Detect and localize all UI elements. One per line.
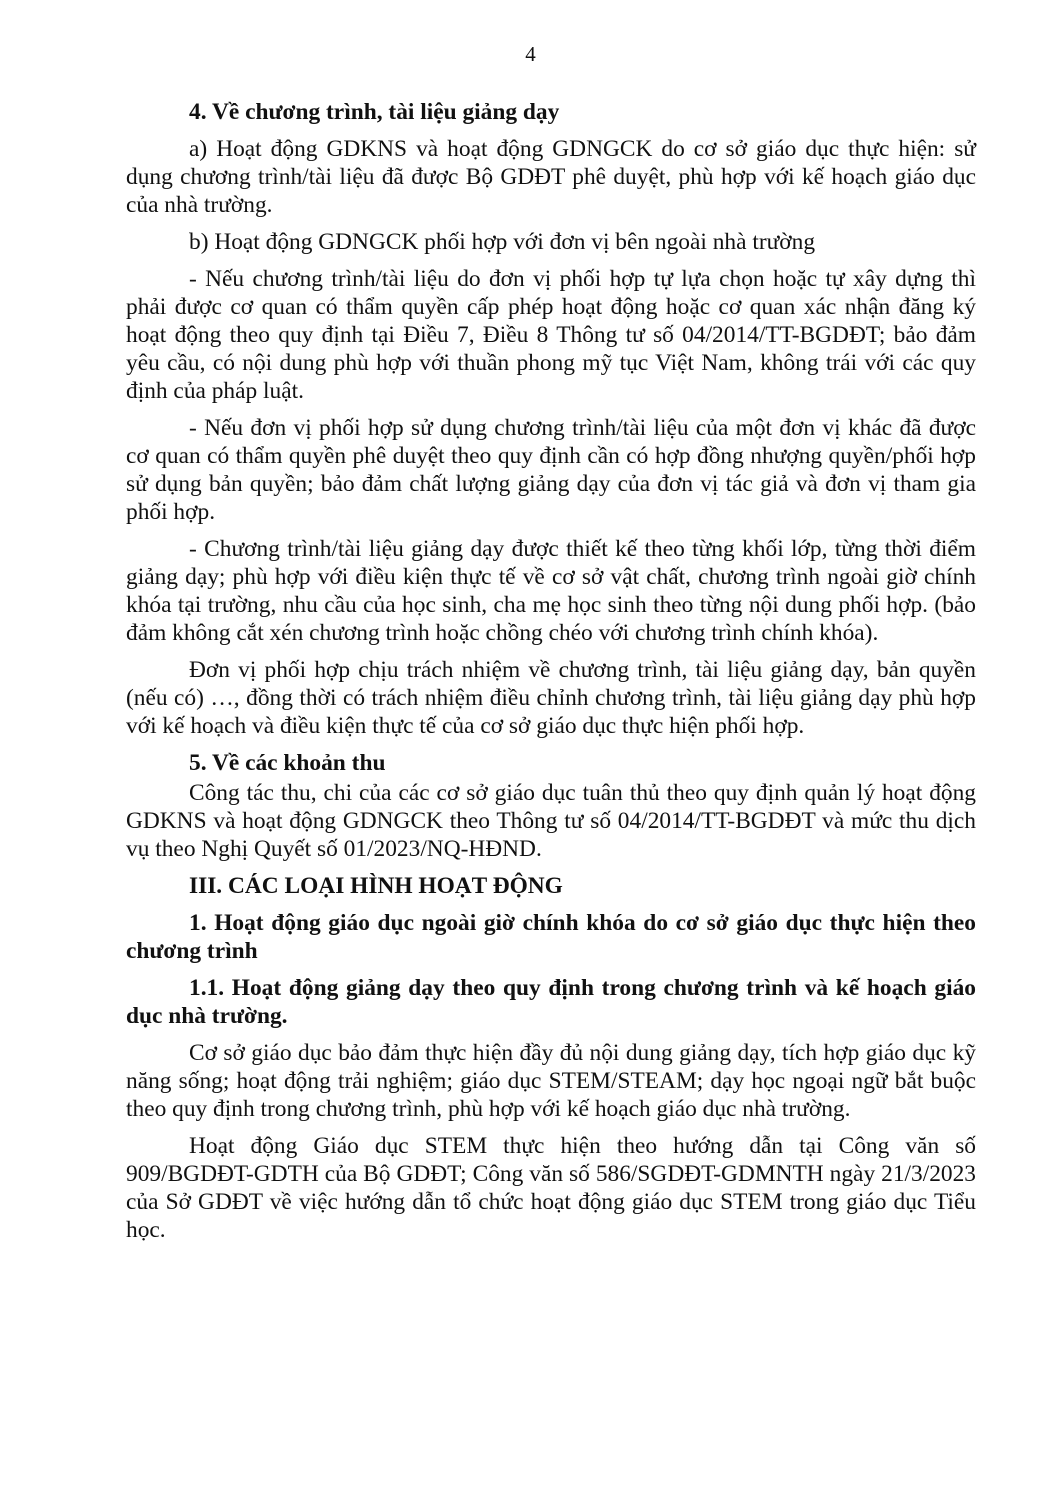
section-iii-1-1-body-1: Cơ sở giáo dục bảo đảm thực hiện đầy đủ nội dung giảng dạy, tích hợp giáo dục kỹ năng sống; hoạt động trải nghiệm; giáo dục STEM/STEAM; dạy học ngoại ngữ bắt buộc theo quy định trong chương trình, phù hợp với kế hoạch giáo dục nhà trường.: [126, 1040, 976, 1122]
section-5-heading: 5. Về các khoản thu: [189, 750, 386, 776]
section-iii-1-1-heading: 1.1. Hoạt động giảng dạy theo quy định trong chương trình và kế hoạch giáo dục nhà trường.: [126, 975, 976, 1029]
page-number: 4: [525, 42, 536, 66]
section-4-bullet-1: - Nếu chương trình/tài liệu do đơn vị phối hợp tự lựa chọn hoặc tự xây dựng thì phải được cơ quan có thẩm quyền cấp phép hoạt động hoặc cơ quan xác nhận đăng ký hoạt động theo quy định tại Điều 7, Điều 8 Thông tư số 04/2014/TT-BGDĐT; bảo đảm yêu cầu, có nội dung phù hợp với thuần phong mỹ tục Việt Nam, không trái với các quy định của pháp luật.: [126, 266, 976, 404]
section-4-paragraph-a: a) Hoạt động GDKNS và hoạt động GDNGCK do cơ sở giáo dục thực hiện: sử dụng chương trình/tài liệu đã được Bộ GDĐT phê duyệt, phù hợp với kế hoạch giáo dục của nhà trường.: [126, 136, 976, 218]
section-iii-1-1-body-2: Hoạt động Giáo dục STEM thực hiện theo hướng dẫn tại Công văn số 909/BGDĐT-GDTH của Bộ GDĐT; Công văn số 586/SGDĐT-GDMNTH ngày 21/3/2023 của Sở GDĐT về việc hướng dẫn tổ chức hoạt động giáo dục STEM trong giáo dục Tiểu học.: [126, 1133, 976, 1243]
section-iii-1-heading: 1. Hoạt động giáo dục ngoài giờ chính khóa do cơ sở giáo dục thực hiện theo chương trình: [126, 910, 976, 964]
section-4-bullet-2: - Nếu đơn vị phối hợp sử dụng chương trình/tài liệu của một đơn vị khác đã được cơ quan có thẩm quyền phê duyệt theo quy định cần có hợp đồng nhượng quyền/phối hợp sử dụng bản quyền; bảo đảm chất lượng giảng dạy của đơn vị tác giả và đơn vị tham gia phối hợp.: [126, 415, 976, 525]
section-4-bullet-3: - Chương trình/tài liệu giảng dạy được thiết kế theo từng khối lớp, từng thời điểm giảng dạy; phù hợp với điều kiện thực tế về cơ sở vật chất, chương trình ngoài giờ chính khóa tại trường, nhu cầu của học sinh, cha mẹ học sinh theo từng nội dung phối hợp. (bảo đảm không cắt xén chương trình hoặc chồng chéo với chương trình chính khóa).: [126, 536, 976, 646]
section-5-body: Công tác thu, chi của các cơ sở giáo dục tuân thủ theo quy định quản lý hoạt động GDKNS và hoạt động GDNGCK theo Thông tư số 04/2014/TT-BGDĐT và mức thu dịch vụ theo Nghị Quyết số 01/2023/NQ-HĐND.: [126, 780, 976, 862]
section-4-heading: 4. Về chương trình, tài liệu giảng dạy: [189, 99, 560, 125]
section-4-paragraph-b: b) Hoạt động GDNGCK phối hợp với đơn vị bên ngoài nhà trường: [189, 229, 816, 255]
section-4-responsibility: Đơn vị phối hợp chịu trách nhiệm về chương trình, tài liệu giảng dạy, bản quyền (nếu có) …, đồng thời có trách nhiệm điều chỉnh chương trình, tài liệu giảng dạy phù hợp với kế hoạch và điều kiện thực tế của cơ sở giáo dục thực hiện phối hợp.: [126, 657, 976, 739]
section-iii-heading: III. CÁC LOẠI HÌNH HOẠT ĐỘNG: [189, 873, 563, 899]
document-body: [126, 98, 976, 1253]
